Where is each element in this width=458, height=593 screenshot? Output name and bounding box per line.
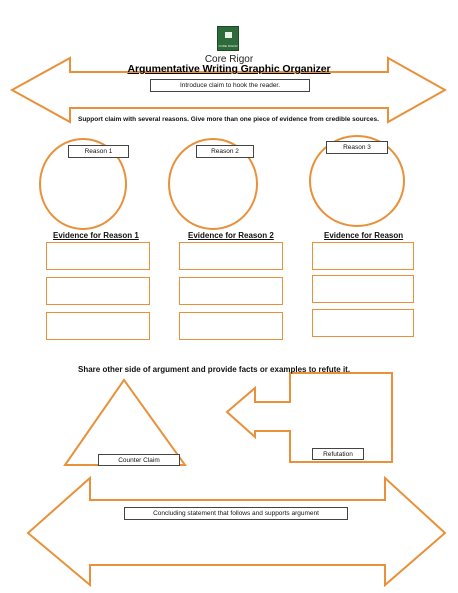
evidence-heading-1: Evidence for Reason 1 <box>53 231 139 240</box>
core-rigor-logo <box>217 26 239 51</box>
counter-claim-triangle <box>65 380 185 465</box>
refutation-arrow-shape <box>227 373 392 462</box>
intro-claim-box: Introduce claim to hook the reader. <box>150 79 310 92</box>
page-title: Argumentative Writing Graphic Organizer <box>127 63 331 75</box>
evidence-box[interactable] <box>46 277 150 305</box>
counter-claim-label: Counter Claim <box>98 454 180 466</box>
evidence-box[interactable] <box>46 242 150 270</box>
reason-3-label: Reason 3 <box>326 141 388 154</box>
evidence-box[interactable] <box>179 242 283 270</box>
evidence-heading-3: Evidence for Reason <box>324 231 404 240</box>
logo-text: CORE RIGOR <box>218 44 238 48</box>
counter-instruction: Share other side of argument and provide facts or examples to refute it. <box>78 365 351 374</box>
reason-1-label: Reason 1 <box>68 145 129 158</box>
conclusion-double-arrow <box>28 478 445 585</box>
evidence-box[interactable] <box>179 277 283 305</box>
book-icon <box>225 32 232 38</box>
brand-name: Core Rigor <box>204 54 254 65</box>
reason-2-label: Reason 2 <box>196 145 254 158</box>
evidence-box[interactable] <box>179 312 283 340</box>
evidence-heading-2: Evidence for Reason 2 <box>188 231 274 240</box>
evidence-box[interactable] <box>312 309 414 337</box>
evidence-box[interactable] <box>312 275 414 303</box>
conclusion-box: Concluding statement that follows and supports argument <box>124 507 348 520</box>
evidence-box[interactable] <box>46 312 150 340</box>
support-instruction: Support claim with several reasons. Give more than one piece of evidence from credible sources. <box>78 116 379 123</box>
refutation-label: Refutation <box>312 448 364 460</box>
evidence-box[interactable] <box>312 242 414 270</box>
